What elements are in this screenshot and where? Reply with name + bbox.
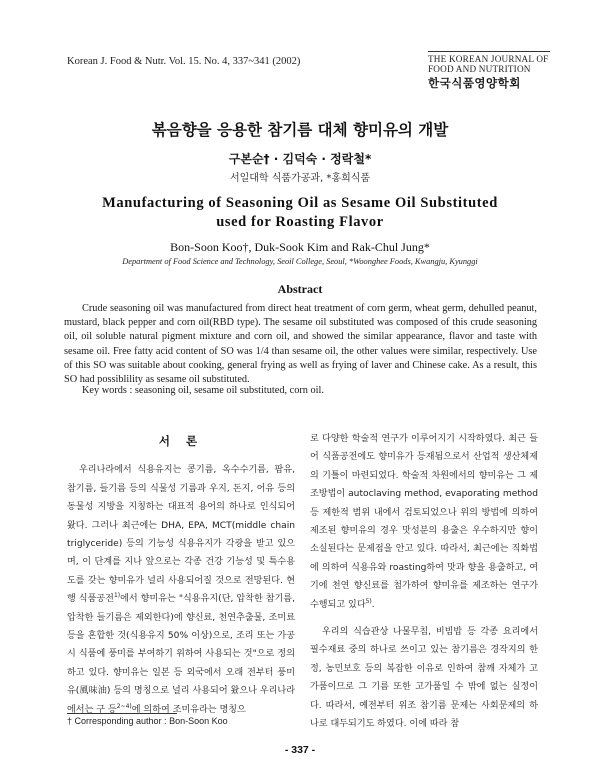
body-column-right [310, 430, 538, 734]
intro-paragraph-1-continued [310, 430, 538, 614]
intro-text: 로 다양한 학술적 연구가 이루어지기 시작하였다. 최근 들어 식품공전에도 향미유가 등재됨으로서 산업적 생산체제의 기틀이 마련되었다. 학술적 차원에서의 향미유는 그 제조방법이 autoclaving method, evaporating method 등 제한적 범위 내에서 검토되었으나 위의 방법에 의하여 제조된 향미유의 경우 맛성분의 용출은 우수하지만 향이 소실된다는 문제점을 안고 있다. 따라서, 최근에는 직화법에 의하여 식용유와 roasting하여 맛과 향을 용출하고, 여기에 천연 향신료를 첨가하여 향미유를 제조하는 연구가 수행되고 있다 [310, 434, 538, 610]
footnote-divider [67, 713, 177, 714]
page-number: - 337 - [284, 744, 316, 756]
citation-ref: 5) [365, 597, 372, 605]
keywords: Key words : seasoning oil, sesame oil substituted, corn oil. [82, 385, 324, 396]
journal-logo [428, 51, 550, 91]
title-english-line2: used for Roasting Flavor [216, 214, 384, 230]
section-heading-introduction: 서 론 [158, 434, 204, 448]
intro-text: 에서 향미유는 "식용유지(단, 압착한 참기름, 압착한 들기름은 제외한다)에 향신료, 천연추출물, 조미료 등을 혼합한 것(식용유지 50% 이상)으로, 조리 또는 가공시 식품에 풍미를 부여하기 위하여 사용되는 것"으로 정의하고 있다. 향미유는 일본 등 외국에서 오래 전부터 풍미유(風味油) 등의 명칭으로 널리 사용되어 왔으나 우리나라에서는 구 등 [67, 594, 295, 715]
title-korean: 볶음향을 응용한 참기름 대체 향미유의 개발 [151, 121, 449, 139]
citation: Korean J. Food & Nutr. Vol. 15. No. 4, 337~341 (2002) [67, 56, 301, 67]
citation-ref: 2~4) [116, 702, 132, 710]
intro-paragraph-2: 우리의 식습관상 나물무침, 비빔밥 등 각종 요리에서 필수재료 중의 하나로 쓰이고 있는 참기름은 경작지의 한정, 농민보호 등의 복잡한 이유로 인하여 참깨 자체가 고가품이므로 그 기름 또한 고가품일 수 밖에 없는 실정이다. 따라서, 예전부터 위조 참기름 문제는 사회문제의 하나로 대두되기도 하였다. 이에 따라 참 [310, 627, 538, 730]
journal-name-ko: 한국식품영양학회 [428, 76, 521, 90]
journal-name-en-line2: FOOD AND NUTRITION [428, 64, 531, 74]
intro-paragraph-1 [67, 461, 295, 719]
intro-text: 우리나라에서 식용유지는 콩기름, 옥수수기름, 팜유, 참기름, 들기름 등의 식물성 기름과 우지, 돈지, 어유 등의 동물성 지방을 지칭하는 대표적 용어의 하나로 인식되어 왔다. 그러나 최근에는 DHA, EPA, MCT(middle chain triglyceride) 등의 기능성 식용유지가 각광을 받고 있으며, 이 단계를 지나 앞으로는 각종 건강 기능성 및 특수용도를 갖는 향미유가 널리 사용되어질 것으로 전망된다. 현행 식품공전 [67, 465, 295, 605]
affiliation-korean: 서일대학 식품가공과, *홍희식품 [229, 173, 371, 184]
affiliation-english: Department of Food Science and Technology, Seoil College, Seoul, *Woonghee Foods, Kwangju, Kyunggi [122, 257, 478, 266]
abstract-heading: Abstract [277, 282, 323, 296]
authors-korean: 구본순† · 김덕숙 · 정락철* [228, 152, 372, 166]
title-english [0, 194, 600, 232]
citation-ref: 1) [113, 592, 121, 600]
intro-text: . [371, 599, 375, 610]
footnote-corresponding-author: † Corresponding author : Bon-Soon Koo [67, 716, 228, 726]
journal-name-en-line1: THE KOREAN JOURNAL OF [428, 54, 549, 64]
intro-text: 에 의하여 조미유라는 명칭으 [131, 704, 246, 715]
title-english-line1: Manufacturing of Seasoning Oil as Sesame Oil Substituted [102, 195, 498, 211]
abstract-body: Crude seasoning oil was manufactured from direct heat treatment of corn germ, wheat germ, dehulled peanut, mustard, black pepper and corn oil(RBD type). The sesame oil substituted was composed of this crude seasoning oil, oil soluble natural pigment mixture and corn oil, and showed the similar appearance, flavor and taste with sesame oil. Free fatty acid content of SO was 1/4 than sesame oil, the other values were similar, respectively. Use of this SO was suitable about cooking, general frying as well as frying of laver and Chinese cake. As a result, this SO had possiblility as sesame oil substituted. [64, 303, 537, 386]
authors-english: Bon-Soon Koo†, Duk-Sook Kim and Rak-Chul Jung* [170, 240, 430, 254]
body-column-left [67, 430, 295, 719]
